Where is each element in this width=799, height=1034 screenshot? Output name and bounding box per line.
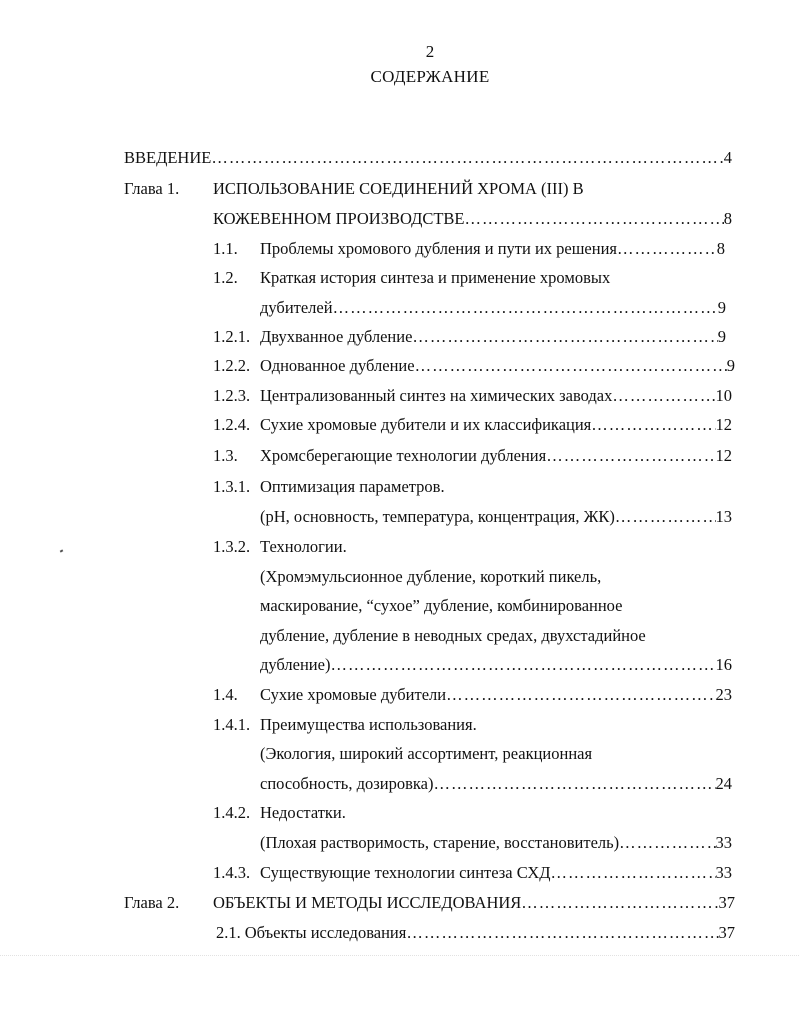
- toc-entry-title: Двухванное дубление: [260, 327, 413, 346]
- toc-entry-page: 10: [715, 386, 732, 405]
- toc-entry-title: Объекты исследования: [244, 923, 407, 942]
- toc-entry-page: 23: [715, 685, 732, 704]
- toc-dot-leader: [406, 923, 718, 943]
- toc-section-number: 1.3.: [213, 446, 238, 465]
- toc-entry-title: Оптимизация параметров.: [260, 477, 445, 496]
- toc-entry-chapter-2: [213, 893, 735, 913]
- toc-entry-chapter-1: [213, 209, 732, 229]
- toc-entry-page: 9: [717, 327, 726, 346]
- toc-entry-1-4-1: [260, 774, 732, 794]
- toc-section-number: 2.1.: [216, 923, 241, 942]
- toc-dot-leader: [433, 774, 715, 794]
- toc-section-number: 1.2.2.: [213, 356, 251, 375]
- toc-dot-leader: [612, 386, 715, 406]
- toc-entry-introduction: [124, 148, 732, 168]
- toc-dot-leader: [330, 655, 715, 675]
- toc-entry-page: 33: [715, 863, 732, 882]
- toc-entry-1-3-2: [260, 655, 732, 675]
- toc-entry-page: 24: [715, 774, 732, 793]
- toc-entry-title: Хромсберегающие технологии дубления: [260, 446, 547, 465]
- toc-dot-leader: [446, 685, 715, 705]
- scan-artifact-mark: [60, 549, 64, 552]
- toc-entry-title: (Хромэмульсионное дубление, короткий пикель,: [260, 567, 602, 586]
- toc-section-number: 1.2.4.: [213, 415, 251, 434]
- toc-section-number: 1.2.1.: [213, 327, 251, 346]
- toc-entry-title: ИСПОЛЬЗОВАНИЕ СОЕДИНЕНИЙ ХРОМА (III) В: [213, 179, 584, 198]
- toc-entry-title: Сухие хромовые дубители и их классификация: [260, 415, 592, 434]
- toc-section-number: 1.4.2.: [213, 803, 251, 822]
- toc-entry-page: 4: [723, 148, 732, 167]
- toc-entry-title: Существующие технологии синтеза СХД: [260, 863, 551, 882]
- toc-dot-leader: [412, 327, 717, 347]
- toc-entry-1-2-2: [213, 356, 735, 376]
- toc-entry-title: Краткая история синтеза и применение хромовых: [260, 268, 611, 287]
- toc-entry-page: 37: [718, 923, 735, 942]
- toc-dot-leader: [551, 863, 716, 883]
- toc-dot-leader: [333, 298, 718, 318]
- page-number: 2: [425, 42, 435, 61]
- toc-dot-leader: [546, 446, 715, 466]
- toc-entry-1-4-2: [260, 833, 732, 853]
- toc-entry-title: ОБЪЕКТЫ И МЕТОДЫ ИССЛЕДОВАНИЯ: [213, 893, 522, 912]
- toc-entry-1-4: [260, 685, 732, 705]
- toc-entry-2-1: [216, 923, 735, 943]
- toc-entry-page: 8: [723, 209, 732, 228]
- toc-entry-1-2: [260, 298, 726, 318]
- toc-entry-title: (Плохая растворимость, старение, восстановитель): [260, 833, 620, 852]
- toc-entry-title: Централизованный синтез на химических заводах: [260, 386, 613, 405]
- toc-entry-1-2-3: [213, 386, 732, 406]
- toc-entry-title: Преимущества использования.: [260, 715, 477, 734]
- toc-entry-1-3-1: [260, 507, 732, 527]
- toc-entry-title: способность, дозировка): [260, 774, 434, 793]
- toc-section-number: 1.1.: [213, 239, 238, 258]
- toc-dot-leader: [617, 239, 717, 259]
- toc-entry-title: Недостатки.: [260, 803, 346, 822]
- toc-entry-1-4-3: [213, 863, 732, 883]
- toc-entry-page: 12: [715, 415, 732, 434]
- toc-dot-leader: [415, 356, 727, 376]
- toc-entry-title: маскирование, “сухое” дубление, комбинированное: [260, 596, 623, 615]
- toc-entry-1-2-1: [213, 327, 726, 347]
- toc-entry-title: Сухие хромовые дубители: [260, 685, 447, 704]
- toc-section-number: 1.3.2.: [213, 537, 251, 556]
- toc-chapter-label: Глава 1.: [124, 179, 180, 198]
- toc-dot-leader: [591, 415, 715, 435]
- toc-entry-page: 9: [717, 298, 726, 317]
- toc-entry-title: Технологии.: [260, 537, 347, 556]
- toc-entry-title: (Экология, широкий ассортимент, реакционная: [260, 744, 593, 763]
- toc-entry-title: Однованное дубление: [260, 356, 415, 375]
- toc-entry-1-3: [260, 446, 732, 466]
- toc-entry-title: (pH, основность, температура, концентрация, ЖК): [260, 507, 615, 526]
- toc-entry-page: 13: [715, 507, 732, 526]
- toc-section-number: 1.2.3.: [213, 386, 251, 405]
- toc-section-number: 1.3.1.: [213, 477, 251, 496]
- toc-dot-leader: [521, 893, 718, 913]
- toc-entry-title: дубителей: [260, 298, 333, 317]
- toc-entry-title: КОЖЕВЕННОМ ПРОИЗВОДСТВЕ: [213, 209, 465, 228]
- toc-entry-page: 8: [716, 239, 725, 258]
- toc-chapter-label: Глава 2.: [124, 893, 180, 912]
- toc-entry-title: ВВЕДЕНИЕ: [124, 148, 212, 167]
- toc-entry-page: 9: [726, 356, 735, 375]
- toc-dot-leader: [619, 833, 715, 853]
- toc-entry-1-1: [260, 239, 725, 259]
- toc-dot-leader: [465, 209, 724, 229]
- toc-dot-leader: [615, 507, 716, 527]
- toc-section-number: 1.2.: [213, 268, 238, 287]
- toc-entry-title: дубление, дубление в неводных средах, двухстадийное: [260, 626, 646, 645]
- toc-section-number: 1.4.: [213, 685, 238, 704]
- toc-entry-title: Проблемы хромового дубления и пути их решения: [260, 239, 617, 258]
- toc-dot-leader: [211, 148, 723, 168]
- toc-entry-title: дубление): [260, 655, 331, 674]
- toc-entry-page: 12: [715, 446, 732, 465]
- page-title: СОДЕРЖАНИЕ: [370, 67, 490, 86]
- toc-section-number: 1.4.1.: [213, 715, 251, 734]
- toc-entry-page: 33: [715, 833, 732, 852]
- scan-artifact-specks: [0, 955, 799, 957]
- toc-entry-1-2-4: [213, 415, 732, 435]
- toc-section-number: 1.4.3.: [213, 863, 251, 882]
- toc-entry-page: 37: [718, 893, 735, 912]
- toc-entry-page: 16: [715, 655, 732, 674]
